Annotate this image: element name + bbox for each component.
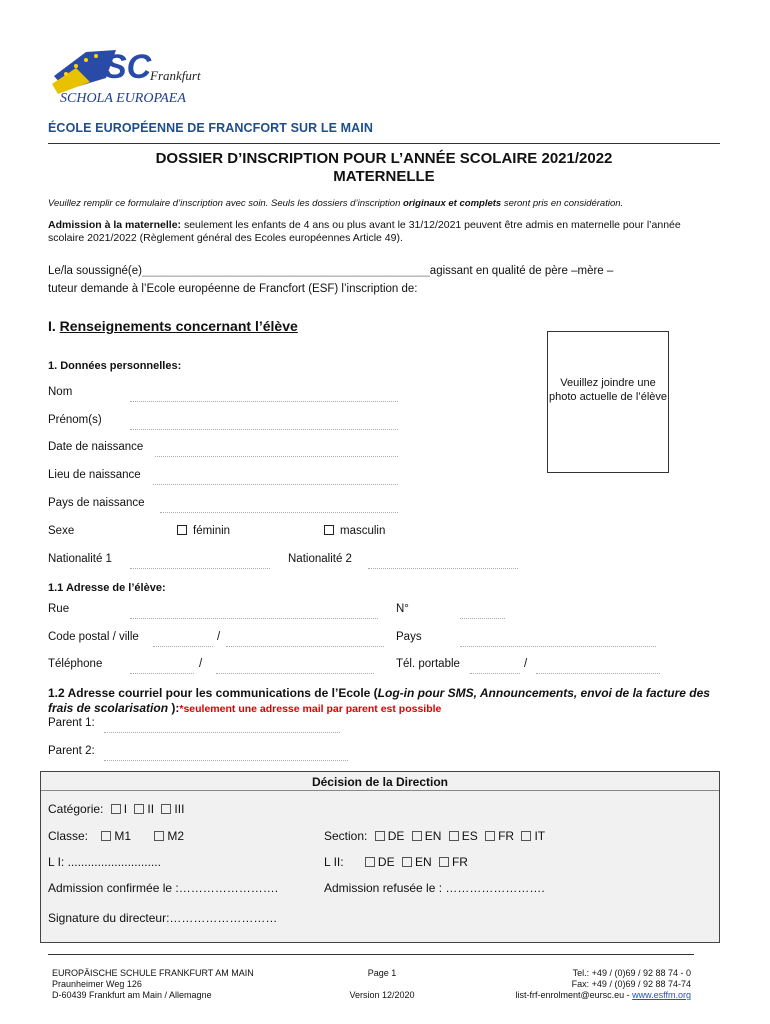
code-postal-field[interactable] [153,634,213,647]
prenom-field[interactable] [130,417,398,430]
numero-label: N° [396,603,409,615]
declaration-soussigne: Le/la soussigné(e) [48,265,142,277]
decision-title: Décision de la Direction [311,775,449,789]
footer-version: Version 12/2020 [349,990,415,1000]
pays-field[interactable] [160,500,398,513]
decision-divider [41,790,719,791]
masculin-checkbox[interactable] [324,525,334,535]
nom-label: Nom [48,386,73,398]
intro-text [48,198,623,209]
sexe-label: Sexe [48,525,75,537]
classe-label: Classe: [48,829,89,843]
title-line2: MATERNELLE [333,168,435,185]
prenom-label: Prénom(s) [48,414,102,426]
section-de-checkbox[interactable] [375,831,385,841]
section-it-checkbox[interactable] [521,831,531,841]
portable-number-field[interactable] [536,661,660,674]
m2-checkbox[interactable] [154,831,164,841]
section-en-checkbox[interactable] [412,831,422,841]
m1-checkbox[interactable] [101,831,111,841]
admission-refused[interactable]: Admission refusée le : ……………………. [324,881,545,895]
m2-label: M2 [167,829,185,843]
footer-street: Praunheimer Weg 126 [52,979,142,989]
footer-sep: - [624,990,633,1000]
classe-row [48,829,184,843]
section-fr-label: FR [498,829,515,843]
email-note: *seulement une adresse mail par parent est possible [179,703,442,715]
masculin-label: masculin [340,525,386,537]
date-label: Date de naissance [48,441,144,453]
ville-field[interactable] [226,634,384,647]
admission-note [48,219,708,245]
l2-label: L II: [324,855,344,869]
footer-contact [450,968,691,1001]
telephone-prefix-field[interactable] [130,661,194,674]
lieu-label: Lieu de naissance [48,469,141,481]
cat-i-checkbox[interactable] [111,804,121,814]
declaration-name-field[interactable]: _____________________________________________ [141,265,430,277]
form-title [48,150,720,186]
cat-iii-label: III [174,802,185,816]
director-signature[interactable]: Signature du directeur:……………………… [48,911,278,925]
rue-label: Rue [48,603,70,615]
email-heading-end: ): [168,701,180,715]
section-en-label: EN [424,829,442,843]
photo-instructions: Veuillez joindre une photo actuelle de l’élève [548,377,668,403]
section-row [324,829,545,843]
categorie-row [48,802,184,816]
section-label: Section: [324,829,368,843]
telephone-number-field[interactable] [216,661,374,674]
intro-part2: seront pris en considération. [501,198,624,209]
footer-divider [48,954,694,955]
declaration-role: agissant en qualité de père –mère – [429,265,614,277]
email-heading-start: 1.2 Adresse courriel pour les communications de l’Ecole ( [48,686,378,700]
email-heading-italic: Log-in pour SMS, Announcements, envoi de la facture des frais de scolarisation [48,686,710,715]
l2-de-checkbox[interactable] [365,857,375,867]
nat1-field[interactable] [130,556,270,569]
school-logo [46,38,246,108]
footer-web-link[interactable]: www.esffm.org [632,990,691,1000]
cat-i-label: I [123,802,128,816]
section-1-number: I. [48,318,60,334]
cat-ii-label: II [147,802,155,816]
intro-bold: originaux et complets [403,198,502,209]
footer-email-link[interactable]: list-frf-enrolment@eursc.eu [515,990,625,1000]
photo-box[interactable] [547,331,669,473]
feminin-checkbox[interactable] [177,525,187,535]
admission-confirmed[interactable]: Admission confirmée le :……………………. [48,881,279,895]
code-postal-label: Code postal / ville [48,631,139,643]
footer-fax: Fax: +49 / (0)69 / 92 88 74-74 [571,979,691,989]
pays-address-label: Pays [396,631,422,643]
feminin-option[interactable] [177,525,230,537]
decision-box [40,771,720,943]
parent1-label: Parent 1: [48,717,95,729]
parent2-email-field[interactable] [104,748,348,761]
pays-label: Pays de naissance [48,497,145,509]
section-es-label: ES [461,829,478,843]
section-de-label: DE [387,829,405,843]
school-name: ÉCOLE EUROPÉENNE DE FRANCFORT SUR LE MAIN [48,121,373,135]
section-1-heading [48,318,298,334]
m1-label: M1 [114,829,132,843]
nom-field[interactable] [130,389,398,402]
section-1-title: Renseignements concernant l’élève [59,318,298,334]
section-fr-checkbox[interactable] [485,831,495,841]
parent1-email-field[interactable] [104,720,340,733]
cat-ii-checkbox[interactable] [134,804,144,814]
admission-text: seulement les enfants de 4 ans ou plus avant le 31/12/2021 peuvent être admis en maternelle pour l’année scolaire 2021/2022 (Règlement général des Ecoles européennes Article 49). [48,219,681,244]
logo-sc-text: SC [104,48,152,86]
nat2-field[interactable] [368,556,518,569]
address-heading: 1.1 Adresse de l’élève: [48,582,166,594]
footer-page-info [332,968,432,1001]
portable-slash: / [524,658,528,670]
l2-de-label: DE [377,855,395,869]
feminin-label: féminin [193,525,231,537]
intro-part1: Veuillez remplir ce formulaire d’inscription avec soin. Seuls les dossiers d’inscription [48,198,403,209]
l2-row [324,855,468,869]
telephone-label: Téléphone [48,658,103,670]
logo-frankfurt-text: Frankfurt [150,68,201,83]
footer-tel: Tel.: +49 / (0)69 / 92 88 74 - 0 [572,968,691,978]
categorie-label: Catégorie: [48,802,104,816]
rue-field[interactable] [130,606,378,619]
l2-fr-label: FR [451,855,468,869]
pays-address-field[interactable] [460,634,656,647]
numero-field[interactable] [460,606,505,619]
nat2-label: Nationalité 2 [288,553,352,565]
footer-page: Page 1 [367,968,397,978]
l2-fr-checkbox[interactable] [439,857,449,867]
date-field[interactable] [155,444,398,457]
parent2-label: Parent 2: [48,745,95,757]
declaration-line2: tuteur demande à l’Ecole européenne de Francfort (ESF) l’inscription de: [48,283,418,295]
email-heading [48,686,728,717]
section-it-label: IT [534,829,546,843]
portable-label: Tél. portable [396,658,460,670]
admission-label: Admission à la maternelle: [48,219,182,231]
personal-data-heading: 1. Données personnelles: [48,360,182,372]
cp-slash: / [217,631,221,643]
declaration [48,262,728,298]
l2-en-checkbox[interactable] [402,857,412,867]
footer-org: EUROPÄISCHE SCHULE FRANKFURT AM MAIN [52,968,254,978]
header-divider [48,143,720,144]
portable-prefix-field[interactable] [470,661,520,674]
l1-field[interactable]: L I: ............................ [48,855,161,869]
title-line1: DOSSIER D’INSCRIPTION POUR L’ANNÉE SCOLAIRE 2021/2022 [155,150,613,167]
footer-city: D-60439 Frankfurt am Main / Allemagne [52,990,212,1000]
lieu-field[interactable] [153,472,398,485]
nat1-label: Nationalité 1 [48,553,112,565]
masculin-option[interactable] [324,525,385,537]
footer-address [52,968,254,1001]
logo-schola-text: SCHOLA EUROPAEA [60,91,186,106]
cat-iii-checkbox[interactable] [161,804,171,814]
section-es-checkbox[interactable] [449,831,459,841]
l2-en-label: EN [414,855,432,869]
tel-slash: / [199,658,203,670]
